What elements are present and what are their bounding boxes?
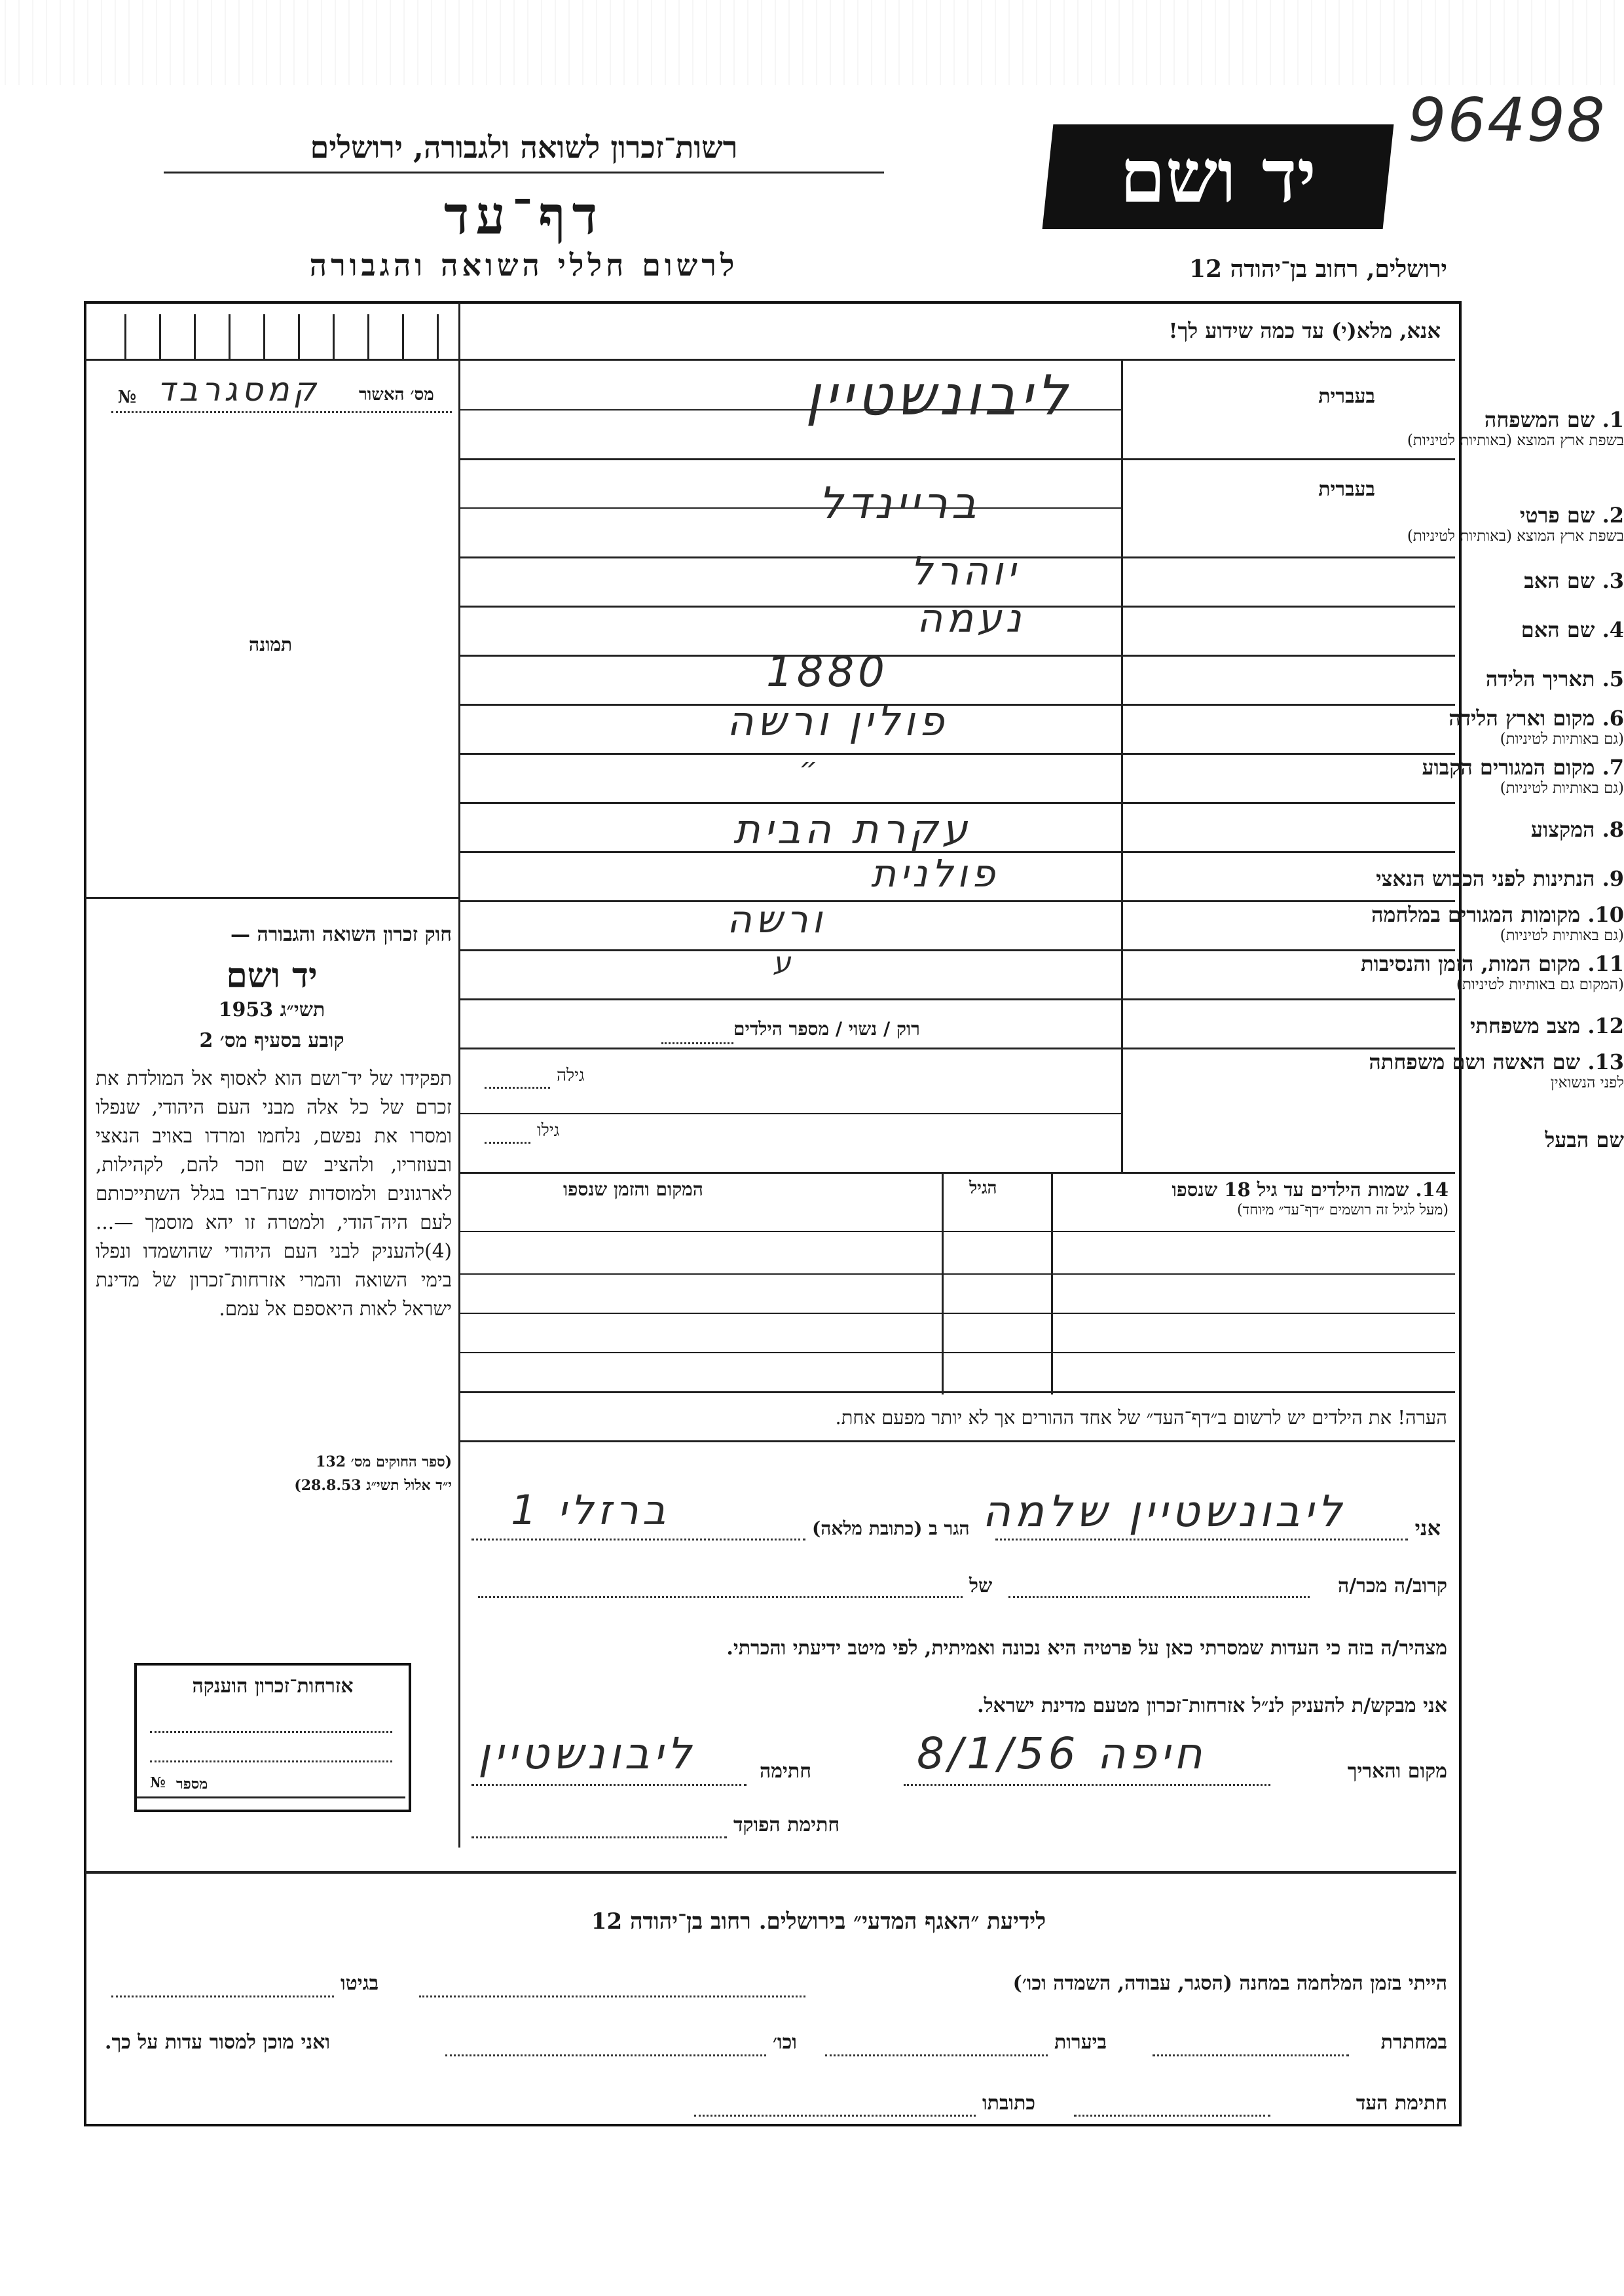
law-body: תפקידו של יד־ושם הוא לאסוף אל המולדת את זכרם של כל אלה מבני העם היהודי, שנפלו ומסרו את נפשם, נלחמו ומרדו באויב הנאצי ובעוזריו, ולהציב שם וזכר להם, לקהילות, לארגונים ולמוסדות שנח־רבו בגלל השתייכותם לעם היה־הודי, ולמטרה זו יהא מוסמך —...(4)להעניק לבני העם היהודי שהושמדו ונפלו בימי השואה והמרי אזרחות־זכרון של מדינת ישראל לאות היאספם אל עמם. — [96, 1067, 452, 1320]
value-death-place: ע — [773, 946, 795, 979]
intro-text: אנא, מלא(י) עד כמה שידוע לך! — [1168, 318, 1441, 343]
law-ref-1: (ספר החוקים מס׳ 132 — [316, 1453, 452, 1470]
field-6-label: 6. מקום וארץ הלידה (גם באותיות לטיניות) — [1449, 706, 1624, 748]
citizenship-title: אזרחות־זכרון הוענקה — [192, 1675, 354, 1698]
children-label: 14. שמות הילדים עד גיל 18 שנספו (מעל לגיל זה רושמים ״דף־עד״ מיוחד) — [1172, 1178, 1449, 1218]
children-col-age-right — [1051, 1172, 1053, 1394]
declaration-statement: מצהיר/ה בזה כי העדות שמסרתי כאן על פרטיה היא נכונה ואמיתית, לפי מיטב ידיעתי והכרתי. — [726, 1637, 1447, 1660]
declaration-ani: אני — [1414, 1516, 1441, 1540]
field-1-label: 1. שם המשפחה בשפת ארץ המוצא (באותיות לטיניות) — [1407, 407, 1624, 449]
place-date-label: מקום והאריך — [1347, 1760, 1447, 1783]
in-hebrew-label-1: בעברית — [1318, 385, 1375, 408]
husband-age-label: גילו — [537, 1121, 560, 1140]
law-ref-2: י״ד אלול תשי״ג 28.8.53) — [294, 1477, 452, 1494]
value-birth-place: פולין ורשה — [727, 697, 948, 745]
label-column-divider — [1121, 360, 1123, 1172]
of-line — [478, 1596, 963, 1598]
footer-line3-a-dots — [1074, 2115, 1270, 2117]
field-8-label: 8. המקצוע — [1530, 817, 1624, 842]
intro-underline — [460, 359, 1455, 361]
logo-text: יד ושם — [1119, 134, 1317, 219]
law-name: יד ושם — [226, 956, 318, 996]
value-mother: נעמה — [917, 596, 1025, 642]
approval-value: קמסגרבד — [157, 371, 320, 409]
form-title: דף־עד — [443, 185, 604, 246]
field-4-label: 4. שם האם — [1521, 617, 1624, 642]
yad-vashem-logo — [1043, 124, 1394, 229]
footer-line2-a-dots — [1153, 2054, 1349, 2056]
approval-no-mark: № — [118, 388, 137, 407]
citizenship-box — [134, 1663, 411, 1812]
note-text: הערה! את הילדים יש לרשום ב״דף־העד״ של אחד ההורים אך לא יותר מפעם אחת. — [835, 1406, 1447, 1429]
law-clause: קובע בסעיף מס׳ 2 — [199, 1029, 344, 1052]
field-10-label: 10. מקומות המגורים במלחמה (גם באותיות לטיניות) — [1371, 902, 1624, 944]
husband-label: שם הבעל — [1545, 1127, 1624, 1152]
children-col-place-time: המקום והזמן שנספו — [563, 1178, 703, 1200]
officer-label: חתימת הפוקד — [733, 1813, 840, 1836]
citizenship-no-mark: № — [150, 1774, 166, 1791]
value-nationality: פולנית — [871, 851, 999, 896]
value-birth-date: 1880 — [766, 648, 889, 697]
footer-line2-c-dots — [445, 2054, 766, 2056]
footer-line3-b-dots — [694, 2115, 976, 2117]
in-hebrew-label-2: בעברית — [1318, 478, 1375, 501]
of-label: של — [969, 1575, 993, 1597]
authority-underline — [164, 172, 884, 173]
declarant-address: ברזלי 1 — [511, 1486, 670, 1534]
footer-line1-dots — [419, 1995, 805, 1997]
footer-separator — [85, 1871, 1456, 1874]
field-5-label: 5. תאריך הלידה — [1485, 666, 1624, 691]
wife-age-dots — [485, 1087, 550, 1089]
place-date-value: חיפה 8/1/56 — [917, 1728, 1206, 1779]
footer-line2-c: וכו׳ — [773, 2031, 797, 2054]
field-13-label: 13. שם האשה ושם משפחתה לפני הנשואין — [1369, 1049, 1624, 1091]
relative-line — [1008, 1596, 1310, 1598]
footer-line2-end: ואני מוכן למסור עדות על כך. — [105, 2031, 331, 2054]
field-7-label: 7. מקום המגורים הקבוע (גם באותיות לטיניות) — [1422, 755, 1624, 797]
footer-line3-b: כתובתו — [982, 2092, 1036, 2115]
note-underline — [460, 1440, 1455, 1442]
header-address: ירושלים, רחוב בן־יהודה 12 — [1189, 255, 1447, 283]
archive-number: 96498 — [1408, 85, 1606, 155]
footer-line2-b-dots — [825, 2054, 1048, 2056]
resides-label: הגר ב (כתובת מלאה) — [812, 1518, 970, 1539]
signature-value: ליבונשטיין — [478, 1728, 695, 1779]
field-9-label: 9. הנתינות לפני הכבוש הנאצי — [1376, 866, 1624, 891]
law-year: תשי״ג 1953 — [218, 998, 325, 1021]
footer-line1-end: בגיטו — [341, 1972, 379, 1995]
photo-area-bottom — [85, 897, 458, 899]
footer-line1-label: הייתי בזמן המלחמה במחנה (הסגר, עבודה, השמדה וכו׳) — [1012, 1972, 1447, 1995]
declaration-request: אני מבקש/ת להעניק לנ״ל אזרחות־זכרון מטעם מדינת ישראל. — [977, 1694, 1447, 1717]
citizenship-number-label: מספר — [176, 1776, 208, 1793]
address-line — [471, 1539, 805, 1540]
signature-label: חתימה — [760, 1760, 811, 1783]
field-3-label: 3. שם האב — [1524, 568, 1624, 593]
children-col-age-left — [942, 1172, 944, 1394]
approval-line — [111, 411, 452, 413]
approval-grid-bottom — [85, 359, 458, 361]
authority-name: רשות־זכרון לשואה ולגבורה, ירושלים — [310, 130, 738, 165]
value-family-name: ליבונשטיין — [805, 363, 1072, 428]
footer-line3-a: חתימת העד — [1356, 2092, 1447, 2115]
footer-heading: לידיעת ״האגף המדעי״ בירושלים. רחוב בן־יהודה 12 — [591, 1908, 1046, 1935]
footer-line1-end-dots — [111, 1995, 334, 1997]
approval-grid — [92, 314, 458, 360]
photo-label: תמונה — [249, 634, 293, 655]
value-first-name: בריינדל — [819, 478, 980, 528]
left-column-divider — [458, 302, 460, 1848]
value-father: יוהרל — [910, 549, 1020, 594]
value-residence: ״ — [799, 752, 822, 785]
declarant-name: ליבונשטיין שלמה — [982, 1486, 1346, 1537]
scan-noise — [0, 0, 1624, 85]
marital-options: רוק / נשוי / מספר הילדים — [733, 1018, 920, 1040]
children-col-age: הגיל — [969, 1178, 997, 1198]
declarant-line — [995, 1539, 1408, 1540]
approval-label: מס׳ האשור — [359, 385, 434, 405]
value-occupation: עקרת הבית — [733, 805, 972, 853]
officer-line — [471, 1836, 727, 1838]
value-wartime-residence: ורשה — [727, 897, 826, 941]
footer-line2-b: ביערות — [1054, 2031, 1107, 2054]
field-12-label: 12. מצב משפחתי — [1470, 1013, 1624, 1038]
footer-line2-a: במחתרת — [1380, 2031, 1447, 2054]
signature-line — [471, 1784, 747, 1786]
form-subtitle: לרשום חללי השואה והגבורה — [309, 247, 739, 283]
husband-age-dots — [485, 1142, 530, 1144]
field-2-label: 2. שם פרטי בשפת ארץ המוצא (באותיות לטיניות) — [1407, 503, 1624, 545]
relative-label: קרוב/ה מכר/ה — [1338, 1575, 1447, 1597]
field-11-label: 11. מקום המות, הזמן והנסיבות (המקום גם באותיות לטיניות) — [1361, 951, 1624, 993]
marital-dots — [661, 1042, 733, 1044]
place-date-line — [904, 1784, 1270, 1786]
wife-age-label: גילה — [557, 1066, 585, 1085]
law-title: חוק זכרון השואה והגבורה — — [231, 923, 452, 946]
